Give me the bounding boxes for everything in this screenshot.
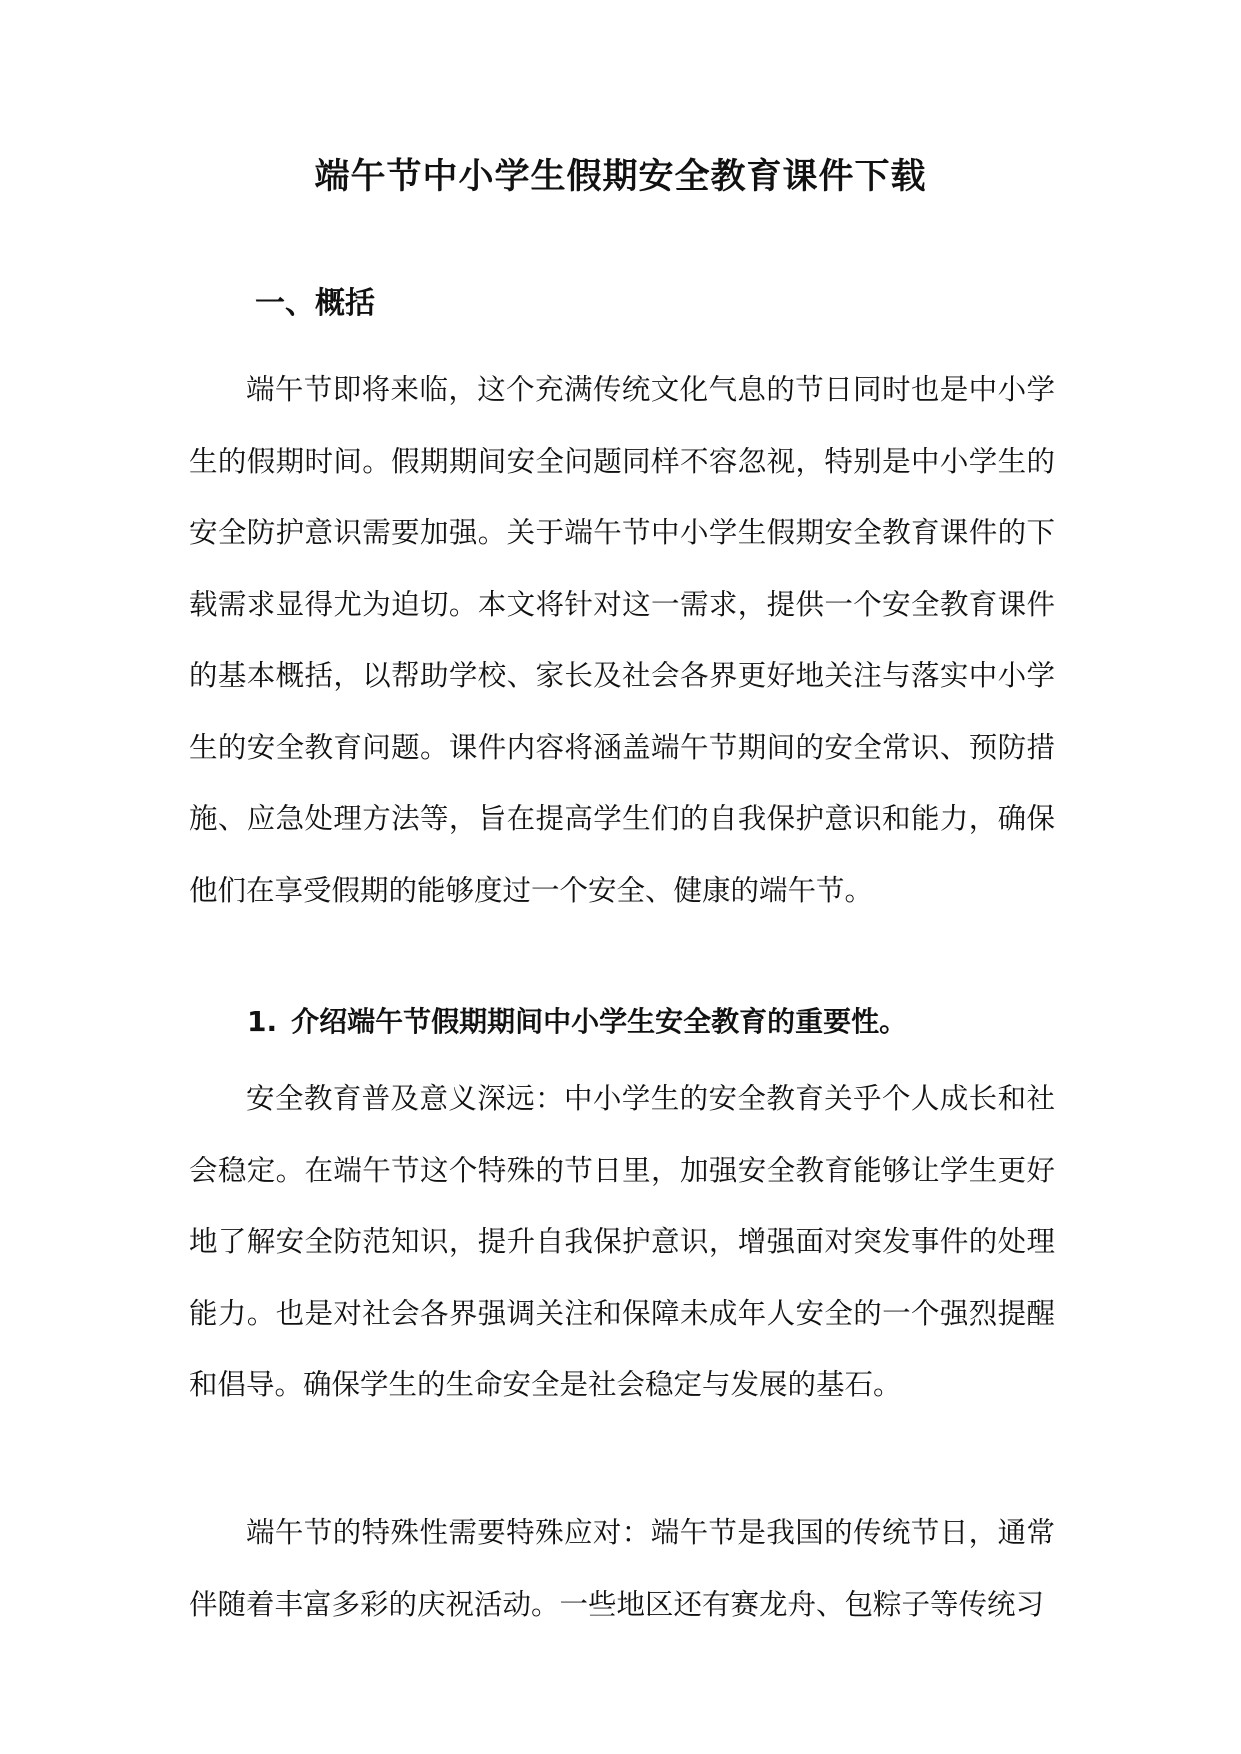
- festival-paragraph: 端午节的特殊性需要特殊应对：端午节是我国的传统节日，通常伴随着丰富多彩的庆祝活动。一些地区还有赛龙舟、包粽子等传统习: [189, 1516, 1055, 1621]
- section-heading-overview: 一、概括: [255, 286, 375, 321]
- overview-paragraph: 端午节即将来临，这个充满传统文化气息的节日同时也是中小学生的假期时间。假期期间安全问题同样不容忽视，特别是中小学生的安全防护意识需要加强。关于端午节中小学生假期安全教育课件的下载需求显得尤为迫切。本文将针对这一需求，提供一个安全教育课件的基本概括，以帮助学校、家长及社会各界更好地关注与落实中小学生的安全教育问题。课件内容将涵盖端午节期间的安全常识、预防措施、应急处理方法等，旨在提高学生们的自我保护意识和能力，确保他们在享受假期的能够度过一个安全、健康的端午节。: [189, 373, 1055, 907]
- subsection-number: 1.: [247, 1005, 278, 1038]
- importance-paragraph: 安全教育普及意义深远：中小学生的安全教育关乎个人成长和社会稳定。在端午节这个特殊的节日里，加强安全教育能够让学生更好地了解安全防范知识，提升自我保护意识，增强面对突发事件的处理能力。也是对社会各界强调关注和保障未成年人安全的一个强烈提醒和倡导。确保学生的生命安全是社会稳定与发展的基石。: [189, 1082, 1055, 1401]
- subsection-heading: [247, 1000, 907, 1044]
- subsection-heading-text: 介绍端午节假期期间中小学生安全教育的重要性。: [291, 1005, 908, 1038]
- document-title: 端午节中小学生假期安全教育课件下载: [314, 157, 927, 197]
